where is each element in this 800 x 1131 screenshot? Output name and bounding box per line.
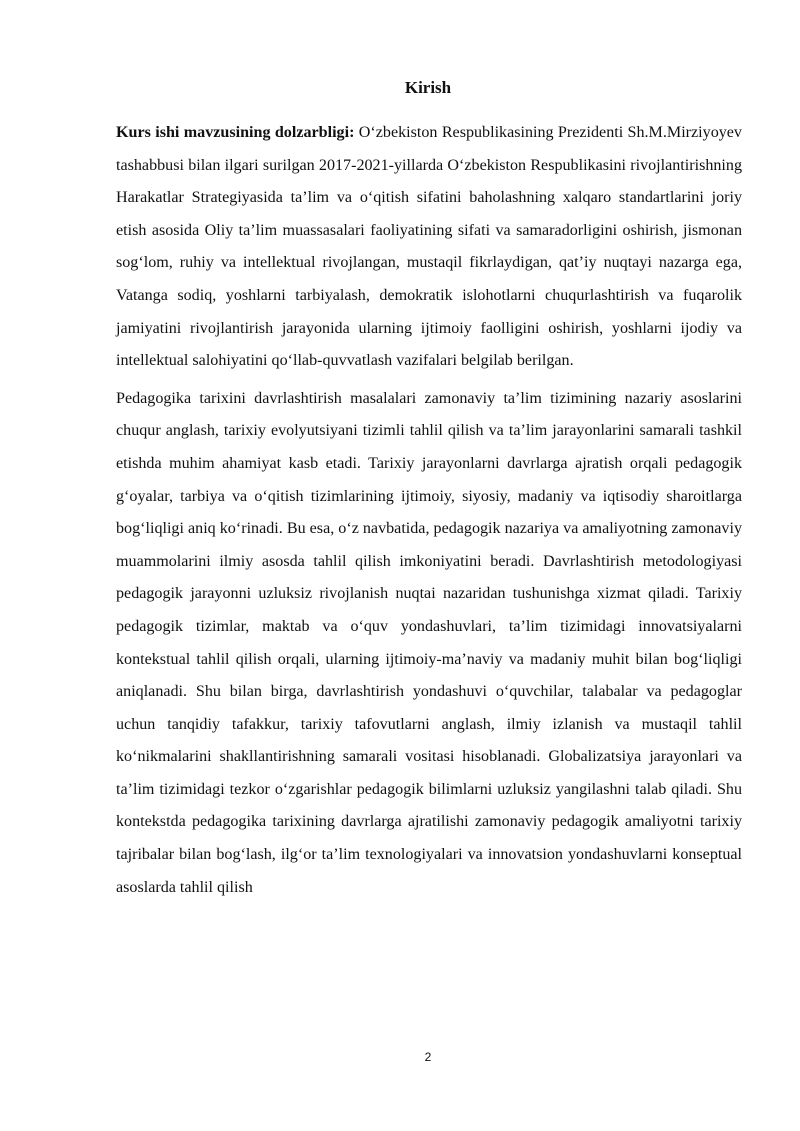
section-title: Kirish	[404, 78, 452, 97]
page-number: 2	[424, 1050, 432, 1064]
paragraph-periodization: Pedagogika tarixini davrlashtirish masalalari zamonaviy ta’lim tizimining nazariy asoslarini chuqur anglash, tarixiy evolyutsiyani tizimli tahlil qilish va ta’lim jarayonlarini samarali tashkil etishda muhim ahamiyat kasb etadi. Tarixiy jarayonlarni davrlarga ajratish orqali pedagogik g‘oyalar, tarbiya va o‘qitish tizimlarining ijtimoiy, siyosiy, madaniy va iqtisodiy sharoitlarga bog‘liqligi aniq ko‘rinadi. Bu esa, o‘z navbatida, pedagogik nazariya va amaliyotning zamonaviy muammolarini ilmiy asosda tahlil qilish imkoniyatini beradi. Davrlashtirish metodologiyasi pedagogik jarayonni uzluksiz rivojlanish nuqtai nazaridan tushunishga xizmat qiladi. Tarixiy pedagogik tizimlar, maktab va o‘quv yondashuvlari, ta’lim tizimidagi innovatsiyalarni kontekstual tahlil qilish orqali, ularning ijtimoiy-ma’naviy va madaniy muhit bilan bog‘liqligi aniqlanadi. Shu bilan birga, davrlashtirish yondashuvi o‘quvchilar, talabalar va pedagoglar uchun tanqidiy tafakkur, tarixiy tafovutlarni anglash, ilmiy izlanish va mustaqil tahlil ko‘nikmalarini shakllantirishning samarali vositasi hisoblanadi. Globalizatsiya jarayonlari va ta’lim tizimidagi tezkor o‘zgarishlar pedagogik bilimlarni uzluksiz yangilashni talab qiladi. Shu kontekstda pedagogika tarixining davrlarga ajratilishi zamonaviy pedagogik amaliyotni tarixiy tajribalar bilan bog‘lash, ilg‘or ta’lim texnologiyalari va innovatsion yondashuvlarni konseptual asoslarda tahlil qilish	[116, 389, 742, 896]
paragraph-relevance-text: O‘zbekiston Respublikasining Prezidenti Sh.M.Mirziyoyev tashabbusi bilan ilgari surilgan 2017-2021-yillarda O‘zbekiston Respublikasini rivojlantirishning Harakatlar Strategiyasida ta’lim va o‘qitish sifatini baholashning xalqaro standartlarini joriy etish asosida Oliy ta’lim muassasalari faoliyatining sifati va samaradorligini oshirish, jismonan sog‘lom, ruhiy va intellektual rivojlangan, mustaqil fikrlaydigan, qat’iy nuqtayi nazarga ega, Vatanga sodiq, yoshlarni tarbiyalash, demokratik islohotlarni chuqurlashtirish va fuqarolik jamiyatini rivojlantirish jarayonida ularning ijtimoiy faolligini oshirish, yoshlarni ijodiy va intellektual salohiyatini qo‘llab-quvvatlash vazifalari belgilab berilgan.	[116, 124, 742, 370]
paragraph-lead: Kurs ishi mavzusining dolzarbligi:	[116, 124, 355, 141]
body-text	[116, 117, 742, 904]
paragraph-relevance	[116, 117, 742, 378]
